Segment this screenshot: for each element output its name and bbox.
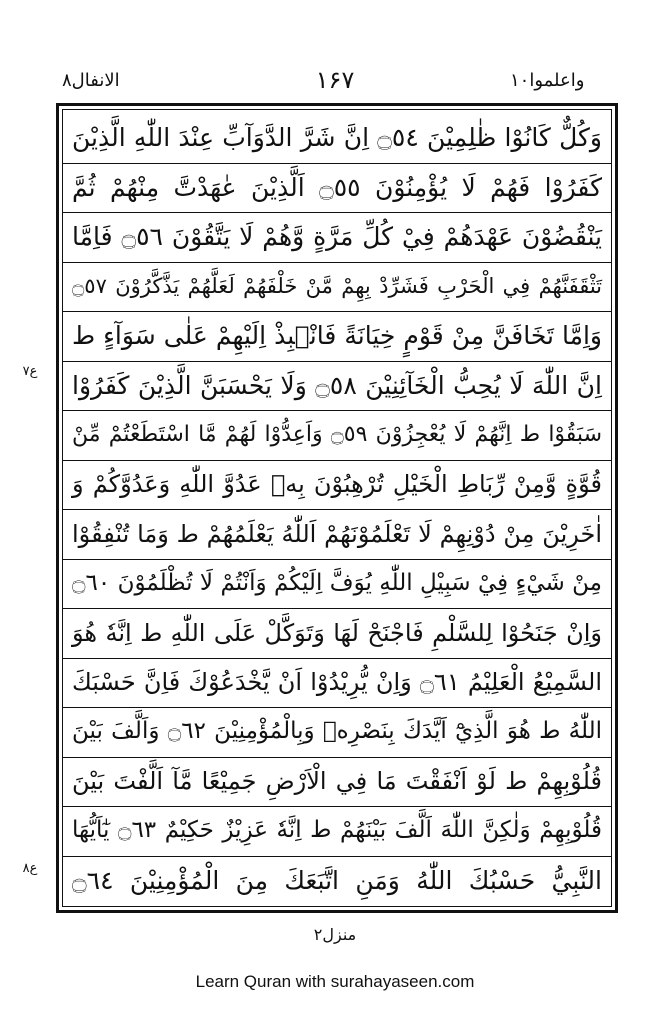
text-line-7 [63, 410, 611, 460]
text-line-1 [63, 113, 611, 163]
verse-text: وَاِمَّا تَخَافَنَّ مِنْ قَوْمٍ خِيَانَةً فَانْۢبِذْ اِلَيْهِمْ عَلٰى سَوَآءٍ ط [72, 321, 602, 351]
verse-text: مِنْ شَيْءٍ فِيْ سَبِيْلِ اللّٰهِ يُوَفَّ اِلَيْكُمْ وَاَنْتُمْ لَا تُظْلَمُوْنَ ۝٦٠ [72, 569, 602, 596]
verse-text: وَكُلٌّ كَانُوْا ظٰلِمِيْنَ ۝٥٤ اِنَّ شَرَّ الدَّوَآبِّ عِنْدَ اللّٰهِ الَّذِيْنَ [72, 123, 602, 153]
verse-text: اٰخَرِيْنَ مِنْ دُوْنِهِمْ لَا تَعْلَمُوْنَهُمْ اَللّٰهُ يَعْلَمُهُمْ ط وَمَا تُنْفِقُوْا [72, 519, 602, 548]
ruku-mark-2: ع۸ [22, 861, 38, 876]
text-line-16 [63, 856, 611, 906]
page-number: ۱۶۷ [315, 66, 355, 94]
verse-text: اِنَّ اللّٰهَ لَا يُحِبُّ الْخَآئِنِيْنَ ۝٥٨ وَلَا يَحْسَبَنَّ الَّذِيْنَ كَفَرُوْا [72, 370, 602, 400]
text-line-11 [63, 608, 611, 658]
text-line-3 [63, 212, 611, 262]
text-line-15 [63, 806, 611, 856]
manzil-label: منزل۲ [313, 925, 357, 944]
text-line-9 [63, 509, 611, 559]
verse-text: كَفَرُوْا فَهُمْ لَا يُؤْمِنُوْنَ ۝٥٥ اَلَّذِيْنَ عٰهَدْتَّ مِنْهُمْ ثُمَّ [72, 172, 602, 202]
verse-text: قُوَّةٍ وَّمِنْ رِّبَاطِ الْخَيْلِ تُرْهِبُوْنَ بِهٖ عَدُوَّ اللّٰهِ وَعَدُوَّكُمْ وَ [72, 470, 602, 499]
verse-text: سَبَقُوْا ط اِنَّهُمْ لَا يُعْجِزُوْنَ ۝٥٩ وَاَعِدُّوْا لَهُمْ مَّا اسْتَطَعْتُمْ مِّنْ [72, 421, 602, 447]
verse-text: اللّٰهُ ط هُوَ الَّذِيْٓ اَيَّدَكَ بِنَصْرِهٖ وَبِالْمُؤْمِنِيْنَ ۝٦٢ وَاَلَّفَ بَيْنَ [72, 718, 602, 745]
text-line-4 [63, 262, 611, 312]
verse-text: قُلُوْبِهِمْ ط لَوْ اَنْفَقْتَ مَا فِي الْاَرْضِ جَمِيْعًا مَّآ اَلَّفْتَ بَيْنَ [72, 767, 602, 796]
verse-text: يَنْقُضُوْنَ عَهْدَهُمْ فِيْ كُلِّ مَرَّةٍ وَّهُمْ لَا يَتَّقُوْنَ ۝٥٦ فَاِمَّا [72, 222, 602, 252]
text-line-5 [63, 311, 611, 361]
surah-name: الانفال۸ [62, 70, 120, 91]
ruku-mark-1: ع۷ [22, 364, 38, 379]
text-line-13 [63, 707, 611, 757]
text-line-12 [63, 658, 611, 708]
site-credit: Learn Quran with surahayaseen.com [195, 972, 475, 991]
text-line-10 [63, 559, 611, 609]
text-line-8 [63, 460, 611, 510]
text-line-14 [63, 757, 611, 807]
verse-text: السَّمِيْعُ الْعَلِيْمُ ۝٦١ وَاِنْ يُّرِيْدُوْا اَنْ يَّخْدَعُوْكَ فَاِنَّ حَسْبَكَ [72, 668, 602, 697]
verse-text: النَّبِيُّ حَسْبُكَ اللّٰهُ وَمَنِ اتَّبَعَكَ مِنَ الْمُؤْمِنِيْنَ ۝٦٤ [72, 865, 602, 895]
text-line-2 [63, 163, 611, 213]
juz-name: واعلموا۱۰ [510, 70, 585, 91]
verse-text: تَثْقَفَنَّهُمْ فِي الْحَرْبِ فَشَرِّدْ بِهِمْ مَّنْ خَلْفَهُمْ لَعَلَّهُمْ يَذَّكَّرُوْنَ ۝٥٧ [72, 273, 602, 298]
verse-text: قُلُوْبِهِمْ وَلٰكِنَّ اللّٰهَ اَلَّفَ بَيْنَهُمْ ط اِنَّهٗ عَزِيْزٌ حَكِيْمٌ ۝٦٣ يٰٓاَيُّهَا [72, 817, 602, 844]
text-line-6 [63, 361, 611, 411]
quran-text-block [63, 113, 611, 905]
verse-text: وَاِنْ جَنَحُوْا لِلسَّلْمِ فَاجْنَحْ لَهَا وَتَوَكَّلْ عَلَى اللّٰهِ ط اِنَّهٗ هُوَ [72, 618, 602, 647]
